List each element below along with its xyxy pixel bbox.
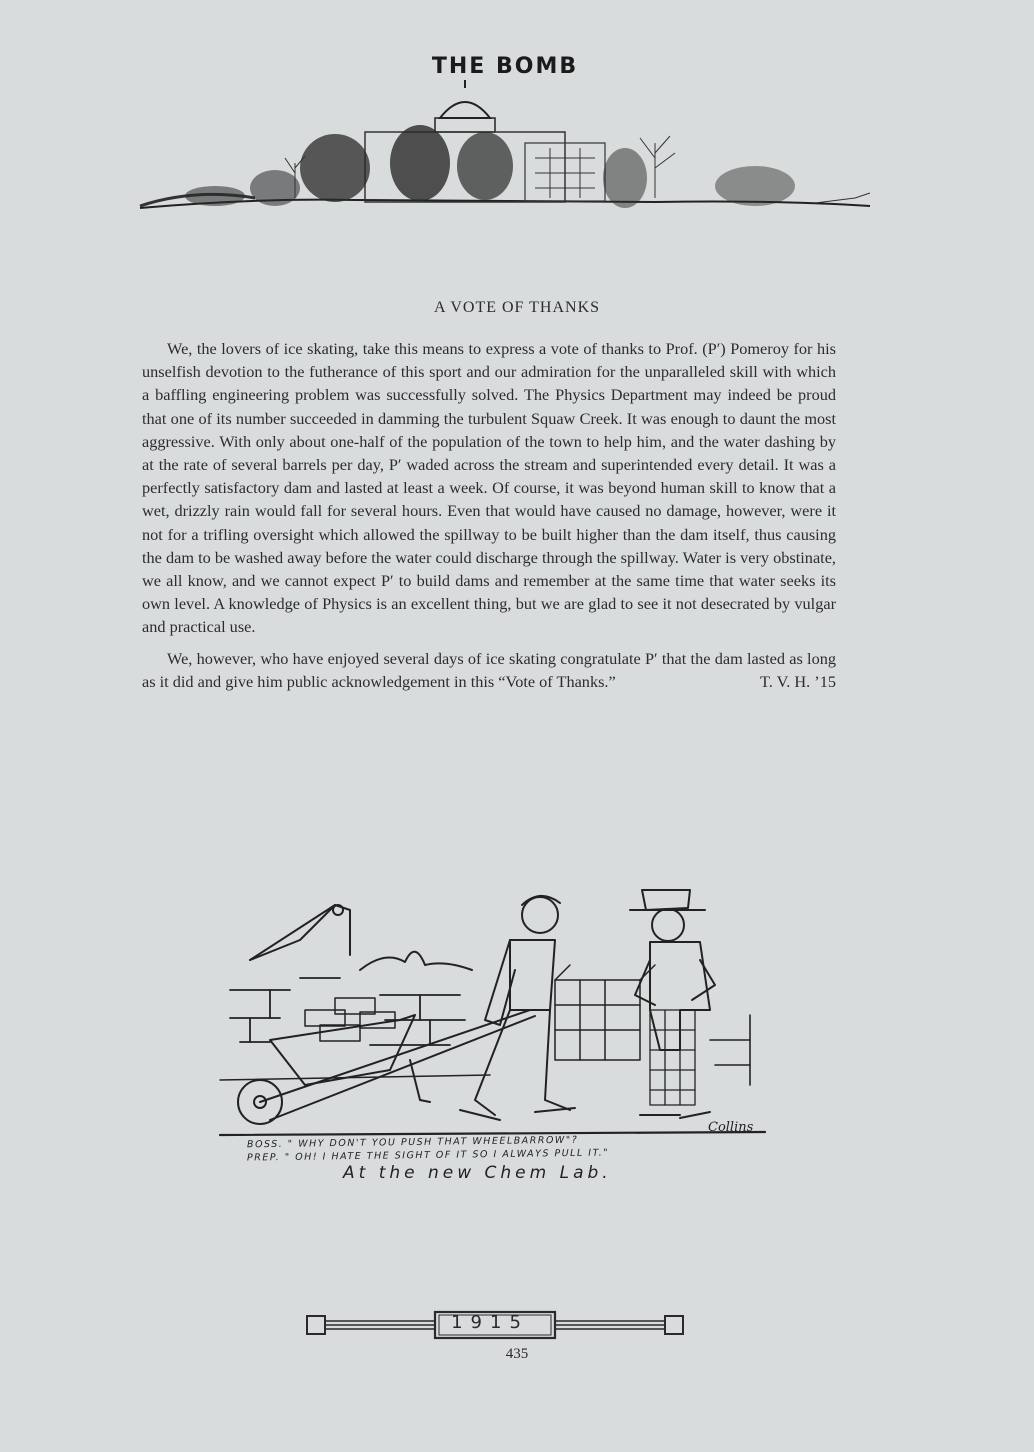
header-title: THE BOMB — [431, 54, 579, 79]
footer-year: 1915 — [451, 1312, 529, 1333]
author-signoff: T. V. H. ’15 — [760, 671, 836, 691]
cartoon-caption-prep: PREP. " OH! I HATE THE SIGHT OF IT SO I ALWAYS PULL IT." — [246, 1147, 610, 1164]
paragraph-2-text: We, however, who have enjoyed several days of ice skating congratulate P′ that the dam lasted as long as it did and give him public acknowledgement in this “Vote of Thanks.” — [142, 648, 836, 691]
header-illustration — [135, 48, 875, 223]
artist-signature: Collins — [708, 1120, 754, 1135]
page-number: 435 — [505, 1346, 529, 1362]
cartoon-title: At the new Chem Lab. — [343, 1163, 612, 1183]
paragraph-1: We, the lovers of ice skating, take this means to express a vote of thanks to Prof. (P′) Pomeroy for his unselfish devotion to the futherance of this sport and our admiration for the unparalleled skill with which a baffling engineering problem was successfully solved. The Physics Department may indeed be proud that one of its number succeeded in damming the turbulent Squaw Creek. It was enough to daunt the most aggressive. With only about one-half of the population of the town to help him, and the water dashing by at the rate of several barrels per day, P′ waded across the stream and superintended every detail. It was a perfectly satisfactory dam and lasted at least a week. Of course, it was beyond human skill to know that a wet, drizzly rain would fall for several hours. Even that would have caused no damage, however, were it not for a trifling oversight which allowed the spillway to be built higher than the dam itself, thus causing the dam to be washed away before the water could discharge through the spillway. Water is very obstinate, we all know, and we cannot expect P′ to build dams and remember at the same time that water seeks its own level. A knowledge of Physics is an excellent thing, but we are glad to see it not desecrated by vulgar and practical use. — [142, 339, 836, 637]
cartoon-caption-boss: BOSS. " WHY DON'T YOU PUSH THAT WHEELBARROW"? — [246, 1134, 579, 1151]
article-body — [142, 337, 836, 693]
article-title: A VOTE OF THANKS — [433, 299, 601, 316]
paragraph-2 — [142, 647, 836, 693]
